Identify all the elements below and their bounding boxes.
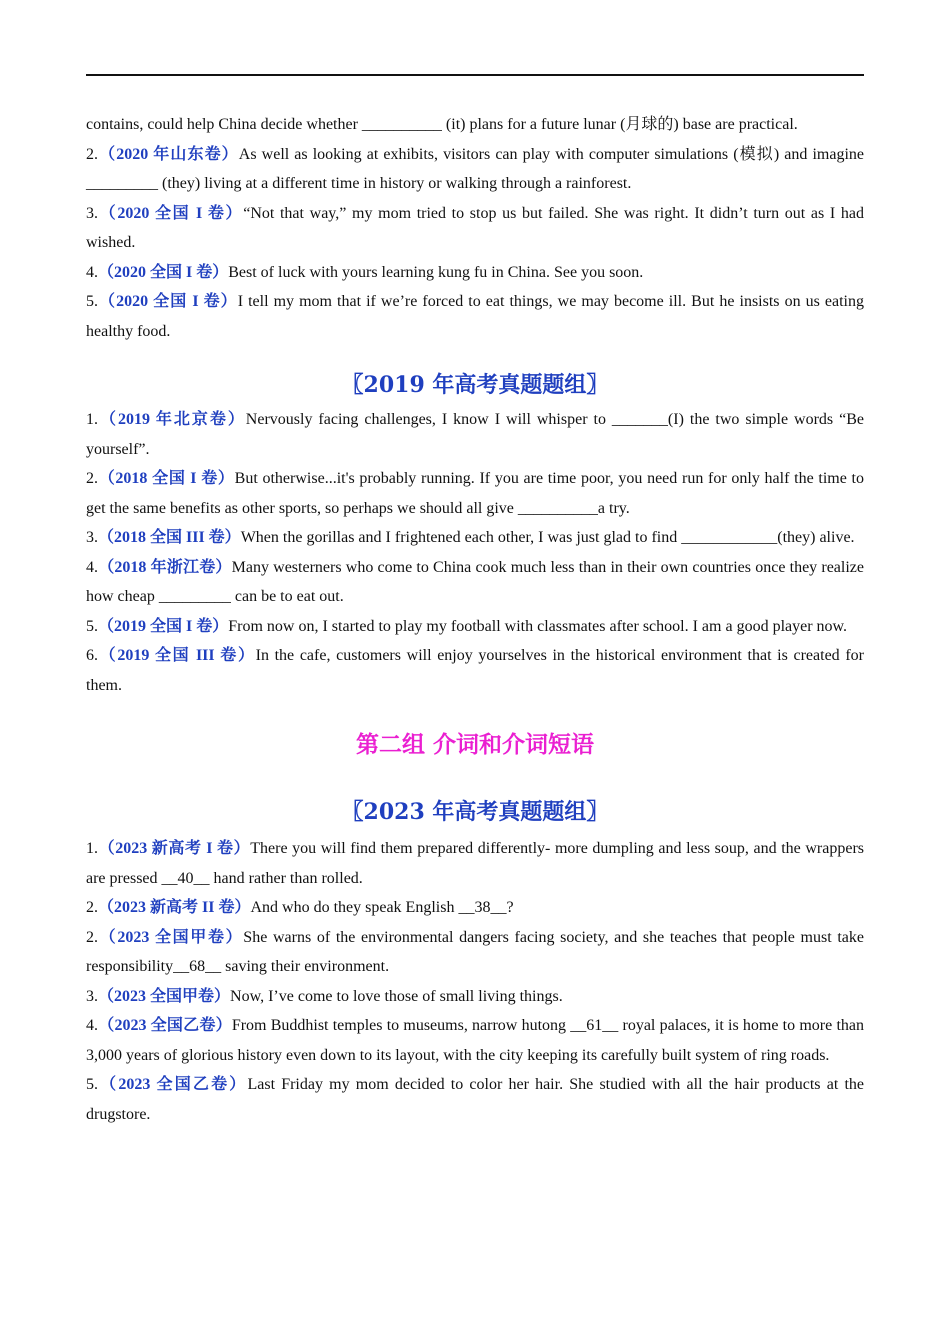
question-item (86, 140, 864, 199)
group-heading: 第二组 介词和介词短语 (355, 732, 594, 758)
question-text: There you will find them prepared differently- more dumpling and less soup, and the wrappers are pressed __40__ hand rather than rolled. (86, 840, 864, 887)
question-source: （2023 全国甲卷） (98, 928, 244, 946)
question-item (86, 834, 864, 893)
question-number: 2. (86, 899, 98, 916)
question-text: When the gorillas and I frightened each other, I was just glad to find ____________(they) alive. (240, 529, 855, 546)
question-text: Last Friday my mom decided to color her hair. She studied with all the hair products at the drugstore. (86, 1076, 864, 1123)
question-source: （2023 全国乙卷） (98, 1076, 248, 1093)
question-number: 4. (86, 558, 98, 576)
question-text: Now, I’ve come to love those of small living things. (230, 987, 563, 1005)
question-text: But otherwise...it's probably running. If you are time poor, you need run for only half the time to get the same benefits as other sports, so perhaps we should all give __________a try. (86, 470, 865, 517)
question-number: 2. (86, 928, 98, 946)
question-text: Nervously facing challenges, I know I will whisper to _______(I) the two simple words “Be yourself”. (86, 411, 864, 458)
question-item (86, 1070, 864, 1129)
question-text: Many westerners who come to China cook much less than in their own countries once they realize how cheap _________ can be to eat out. (86, 558, 864, 605)
question-source: （2023 全国甲卷） (98, 987, 231, 1005)
question-source: （2018 年浙江卷） (98, 558, 232, 576)
question-number: 3. (86, 987, 98, 1005)
question-number: 1. (86, 840, 98, 857)
question-source: （2023 全国乙卷） (98, 1017, 232, 1034)
question-item (86, 199, 864, 258)
question-text: As well as looking at exhibits, visitors can play with computer simulations (模拟) and imagine _________ (they) living at a different time in history or walking through a rainforest. (86, 145, 864, 192)
question-item (86, 612, 864, 642)
question-item (86, 523, 864, 553)
question-item (86, 982, 864, 1012)
question-source: （2020 全国 I 卷） (98, 293, 238, 310)
question-number: 3. (86, 529, 98, 546)
question-item (86, 287, 864, 346)
question-source: （2018 全国 I 卷） (98, 470, 235, 487)
question-item (86, 641, 864, 700)
question-number: 3. (86, 204, 98, 222)
question-number: 2. (86, 470, 98, 487)
question-source: （2020 全国 I 卷） (98, 204, 244, 222)
question-text: From Buddhist temples to museums, narrow hutong __61__ royal palaces, it is home to more than 3,000 years of glorious history even down to its layout, with the city keeping its carefully built system of ring roads. (86, 1017, 864, 1064)
question-item (86, 258, 864, 288)
question-text: “Not that way,” my mom tried to stop us but failed. She was right. It didn’t turn out as I had wished. (86, 204, 864, 251)
question-text: Best of luck with yours learning kung fu in China. See you soon. (228, 263, 644, 281)
header-rule (86, 74, 864, 76)
question-text: I tell my mom that if we’re forced to eat things, we may become ill. But he insists on us eating healthy food. (86, 293, 864, 340)
question-source: （2019 全国 III 卷） (98, 647, 256, 664)
question-number: 4. (86, 263, 98, 281)
question-number: 5. (86, 617, 98, 635)
question-source: （2019 年北京卷） (98, 411, 246, 428)
question-number: 5. (86, 1076, 98, 1093)
question-text: From now on, I started to play my football with classmates after school. I am a good player now. (228, 617, 848, 635)
question-text: In the cafe, customers will enjoy yourselves in the historical environment that is created for them. (86, 647, 864, 694)
question-text: contains, could help China decide whether __________ (it) plans for a future lunar (月球的) base are practical. (86, 116, 798, 133)
question-item (86, 923, 864, 982)
question-number: 6. (86, 647, 98, 664)
page-content (86, 110, 864, 1129)
question-source: （2023 新高考 I 卷） (98, 840, 251, 857)
question-text: She warns of the environmental dangers facing society, and she teaches that people must take responsibility__68__ saving their environment. (86, 928, 864, 975)
question-item (86, 464, 864, 523)
question-source: （2023 新高考 II 卷） (98, 899, 251, 916)
question-number: 1. (86, 411, 98, 428)
question-item (86, 110, 864, 140)
question-number: 2. (86, 145, 98, 163)
question-source: （2020 年山东卷） (98, 145, 239, 163)
question-text: And who do they speak English __38__? (250, 899, 514, 916)
question-item (86, 405, 864, 464)
question-source: （2020 全国 I 卷） (98, 263, 229, 281)
question-item (86, 893, 864, 923)
section-heading-2019: 〖2019 年高考真题题组〗 (341, 372, 609, 398)
question-number: 5. (86, 293, 98, 310)
section-heading-2023: 〖2023 年高考真题题组〗 (341, 799, 609, 825)
question-item (86, 1011, 864, 1070)
question-number: 4. (86, 1017, 98, 1034)
question-item (86, 553, 864, 612)
question-source: （2019 全国 I 卷） (98, 617, 229, 635)
question-source: （2018 全国 III 卷） (98, 529, 241, 546)
